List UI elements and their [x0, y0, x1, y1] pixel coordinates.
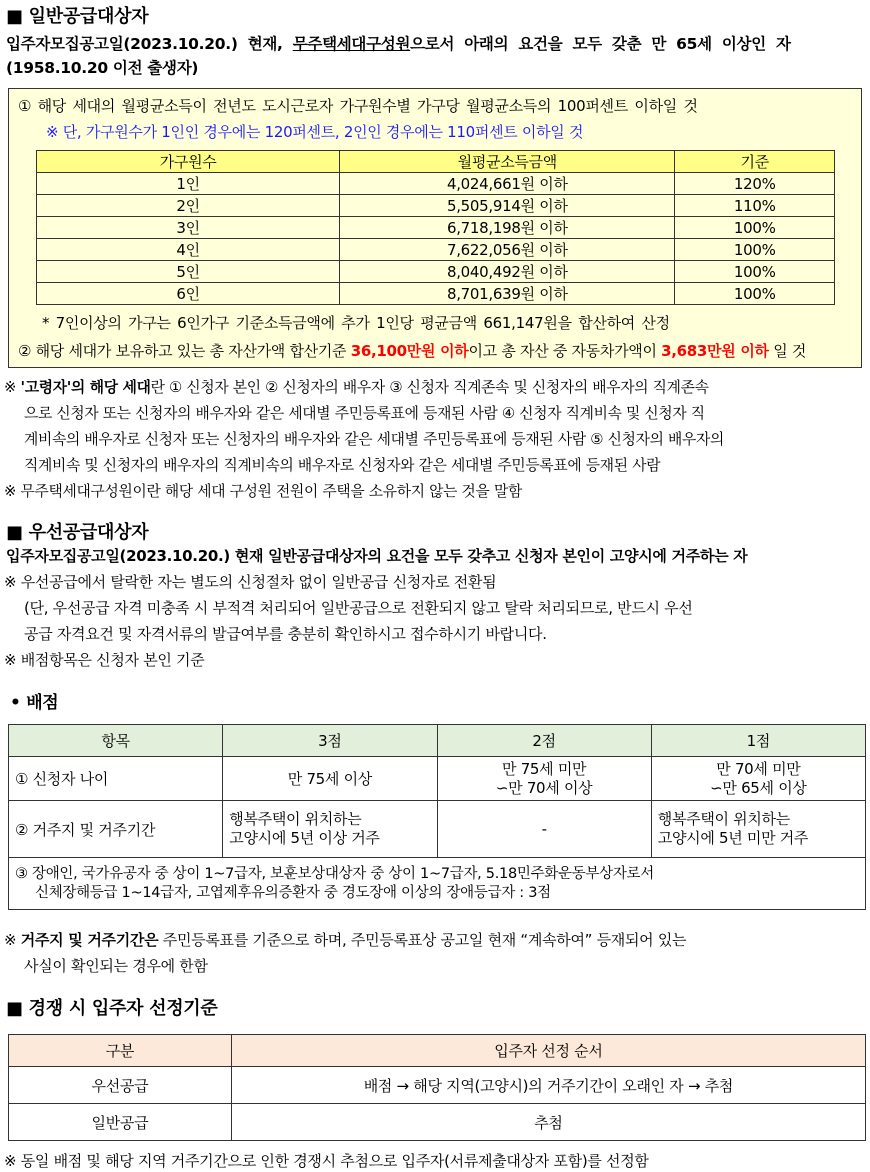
cell: 배점 → 해당 지역(고양시)의 거주기간이 오래인 자 → 추첨 — [231, 1067, 865, 1104]
competition-table — [8, 1034, 866, 1141]
cell: 100% — [675, 217, 835, 239]
cell-line: 행복주택이 위치하는 — [229, 810, 362, 828]
cell — [651, 757, 865, 801]
cell — [9, 858, 866, 910]
requirement-2 — [18, 340, 806, 361]
table-row — [37, 195, 835, 217]
table-row — [37, 173, 835, 195]
table-row — [37, 283, 835, 305]
cell: 4인 — [37, 239, 340, 261]
note-text: 주민등록표를 기준으로 하며, 주민등록표상 공고일 현재 “계속하여” 등재되어 있는 — [158, 931, 687, 949]
cell-line: 신체장해등급 1~14급자, 고엽제후유의증환자 중 경도장애 이상의 장애등급자 : 3점 — [35, 884, 551, 901]
note-text: 란 ① 신청자 본인 ② 신청자의 배우자 ③ 신청자 직계존속 및 신청자의 배우자의 직계존속 — [150, 379, 709, 396]
header-cell: 입주자 선정 순서 — [231, 1035, 865, 1067]
table-row — [37, 217, 835, 239]
cell: 8,040,492원 이하 — [340, 261, 675, 283]
intro-underlined: 무주택세대구성원 — [292, 35, 411, 53]
table-row — [9, 1104, 866, 1141]
cell: 3인 — [37, 217, 340, 239]
table-row — [9, 757, 866, 801]
note-text: 계비속의 배우자로 신청자 또는 신청자의 배우자와 같은 세대별 주민등록표에 등재된 사람 ⑤ 신청자의 배우자의 — [24, 431, 724, 448]
cell: 1인 — [37, 173, 340, 195]
cell-line: ∽만 70세 이상 — [495, 778, 593, 797]
cell: 100% — [675, 239, 835, 261]
income-table — [36, 150, 835, 305]
cell-line: 만 75세 미만 — [502, 759, 587, 778]
cell: 일반공급 — [9, 1104, 232, 1141]
cell: 100% — [675, 261, 835, 283]
cell: 5,505,914원 이하 — [340, 195, 675, 217]
cell-line: 고양시에 5년 이상 거주 — [229, 829, 380, 847]
cell: 만 75세 이상 — [223, 757, 437, 801]
scoring-title: • 배점 — [10, 693, 59, 713]
header-cell: 1점 — [651, 725, 865, 757]
note-text: ※ 우선공급에서 탈락한 자는 별도의 신청절차 없이 일반공급 신청자로 전환됨 — [4, 573, 497, 591]
cell: 100% — [675, 283, 835, 305]
cell: - — [437, 801, 651, 858]
priority-supply-title: ■ 우선공급대상자 — [6, 522, 149, 543]
residence-note — [4, 927, 686, 979]
note-text: (단, 우선공급 자격 미충족 시 부적격 처리되어 일반공급으로 전환되지 않고 탈락 처리되므로, 반드시 우선 — [24, 599, 693, 617]
cell — [651, 801, 865, 858]
note-text: 공급 자격요건 및 자격서류의 발급여부를 충분히 확인하시고 접수하시기 바랍니다. — [24, 625, 547, 643]
intro-birth: (1958.10.20 이전 출생자) — [6, 59, 199, 77]
header-cell: 기준 — [675, 151, 835, 173]
priority-notes — [4, 569, 693, 673]
note-mark: ※ — [4, 379, 21, 396]
cell-line: ∽만 65세 이상 — [710, 778, 807, 797]
scoring-title-text: 배점 — [26, 693, 59, 713]
cell — [437, 757, 651, 801]
header-cell: 가구원수 — [37, 151, 340, 173]
cell: 110% — [675, 195, 835, 217]
table-row — [37, 261, 835, 283]
cell-line: 만 70세 미만 — [716, 759, 801, 778]
note-bold: '고령자'의 해당 세대 — [20, 379, 151, 396]
cell: 8,701,639원 이하 — [340, 283, 675, 305]
homeless-note: ※ 무주택세대구성원이란 해당 세대 구성원 전원이 주택을 소유하지 않는 것을 말함 — [4, 483, 522, 500]
scoring-table — [8, 724, 866, 910]
cell: 120% — [675, 173, 835, 195]
cell — [223, 801, 437, 858]
intro-text: 으로서 아래의 요건을 모두 갖춘 만 65세 이상인 자 — [410, 35, 791, 53]
competition-title: ■ 경쟁 시 입주자 선정기준 — [6, 998, 218, 1019]
cell: 5인 — [37, 261, 340, 283]
general-intro — [6, 32, 791, 54]
req2-text: 이고 총 자산 중 자동차가액이 — [468, 342, 662, 360]
requirement-1: ① 해당 세대의 월평균소득이 전년도 도시근로자 가구원수별 가구당 월평균소득의 100퍼센트 이하일 것 — [18, 97, 698, 115]
cell-line: 행복주택이 위치하는 — [657, 810, 790, 828]
table-header-row — [9, 1035, 866, 1067]
competition-note: ※ 동일 배점 및 해당 지역 거주기간으로 인한 경쟁시 추첨으로 입주자(서류제출대상자 포함)를 선정함 — [4, 1152, 649, 1170]
note-text: 사실이 확인되는 경우에 한함 — [24, 957, 208, 975]
cell: 우선공급 — [9, 1067, 232, 1104]
table-row — [9, 858, 866, 910]
cell: 6,718,198원 이하 — [340, 217, 675, 239]
priority-intro: 입주자모집공고일(2023.10.20.) 현재 일반공급대상자의 요건을 모두 갖추고 신청자 본인이 고양시에 거주하는 자 — [6, 547, 748, 565]
elderly-household-note — [4, 375, 724, 505]
note-text: ※ 배점항목은 신청자 본인 기준 — [4, 651, 205, 669]
income-note: * 7인이상의 가구는 6인가구 기준소득금액에 추가 1인당 평균금액 661,147원을 합산하여 산정 — [42, 314, 670, 332]
table-header-row — [37, 151, 835, 173]
cell: 추첨 — [231, 1104, 865, 1141]
table-header-row — [9, 725, 866, 757]
note-mark: ※ — [4, 931, 21, 949]
table-row — [37, 239, 835, 261]
car-limit: 3,683만원 이하 — [661, 342, 769, 360]
header-cell: 2점 — [437, 725, 651, 757]
requirement-1-note: ※ 단, 가구원수가 1인인 경우에는 120퍼센트, 2인인 경우에는 110퍼센트 이하일 것 — [46, 123, 584, 141]
header-cell: 구분 — [9, 1035, 232, 1067]
req2-text: ② 해당 세대가 보유하고 있는 총 자산가액 합산기준 — [18, 342, 351, 360]
cell-line: 고양시에 5년 미만 거주 — [657, 829, 809, 847]
general-supply-title: ■ 일반공급대상자 — [6, 6, 149, 27]
cell: ② 거주지 및 거주기간 — [9, 801, 223, 858]
cell: 7,622,056원 이하 — [340, 239, 675, 261]
req2-text: 일 것 — [768, 342, 807, 360]
table-row — [9, 1067, 866, 1104]
table-row — [9, 801, 866, 858]
header-cell: 월평균소득금액 — [340, 151, 675, 173]
note-text: 으로 신청자 또는 신청자의 배우자와 같은 세대별 주민등록표에 등재된 사람 ④ 신청자 직계비속 및 신청자 직 — [24, 405, 705, 422]
header-cell: 3점 — [223, 725, 437, 757]
cell: 6인 — [37, 283, 340, 305]
cell: 4,024,661원 이하 — [340, 173, 675, 195]
cell-line: ③ 장애인, 국가유공자 중 상이 1~7급자, 보훈보상대상자 중 상이 1~7급자, 5.18민주화운동부상자로서 — [15, 865, 654, 882]
cell: 2인 — [37, 195, 340, 217]
header-cell: 항목 — [9, 725, 223, 757]
note-text: 직계비속 및 신청자의 배우자의 직계비속의 배우자로 신청자와 같은 세대별 주민등록표에 등재된 사람 — [24, 457, 661, 474]
note-bold: 거주지 및 거주기간은 — [20, 931, 159, 949]
cell: ① 신청자 나이 — [9, 757, 223, 801]
intro-text: 입주자모집공고일(2023.10.20.) 현재, — [6, 35, 293, 53]
asset-limit: 36,100만원 이하 — [350, 342, 469, 360]
